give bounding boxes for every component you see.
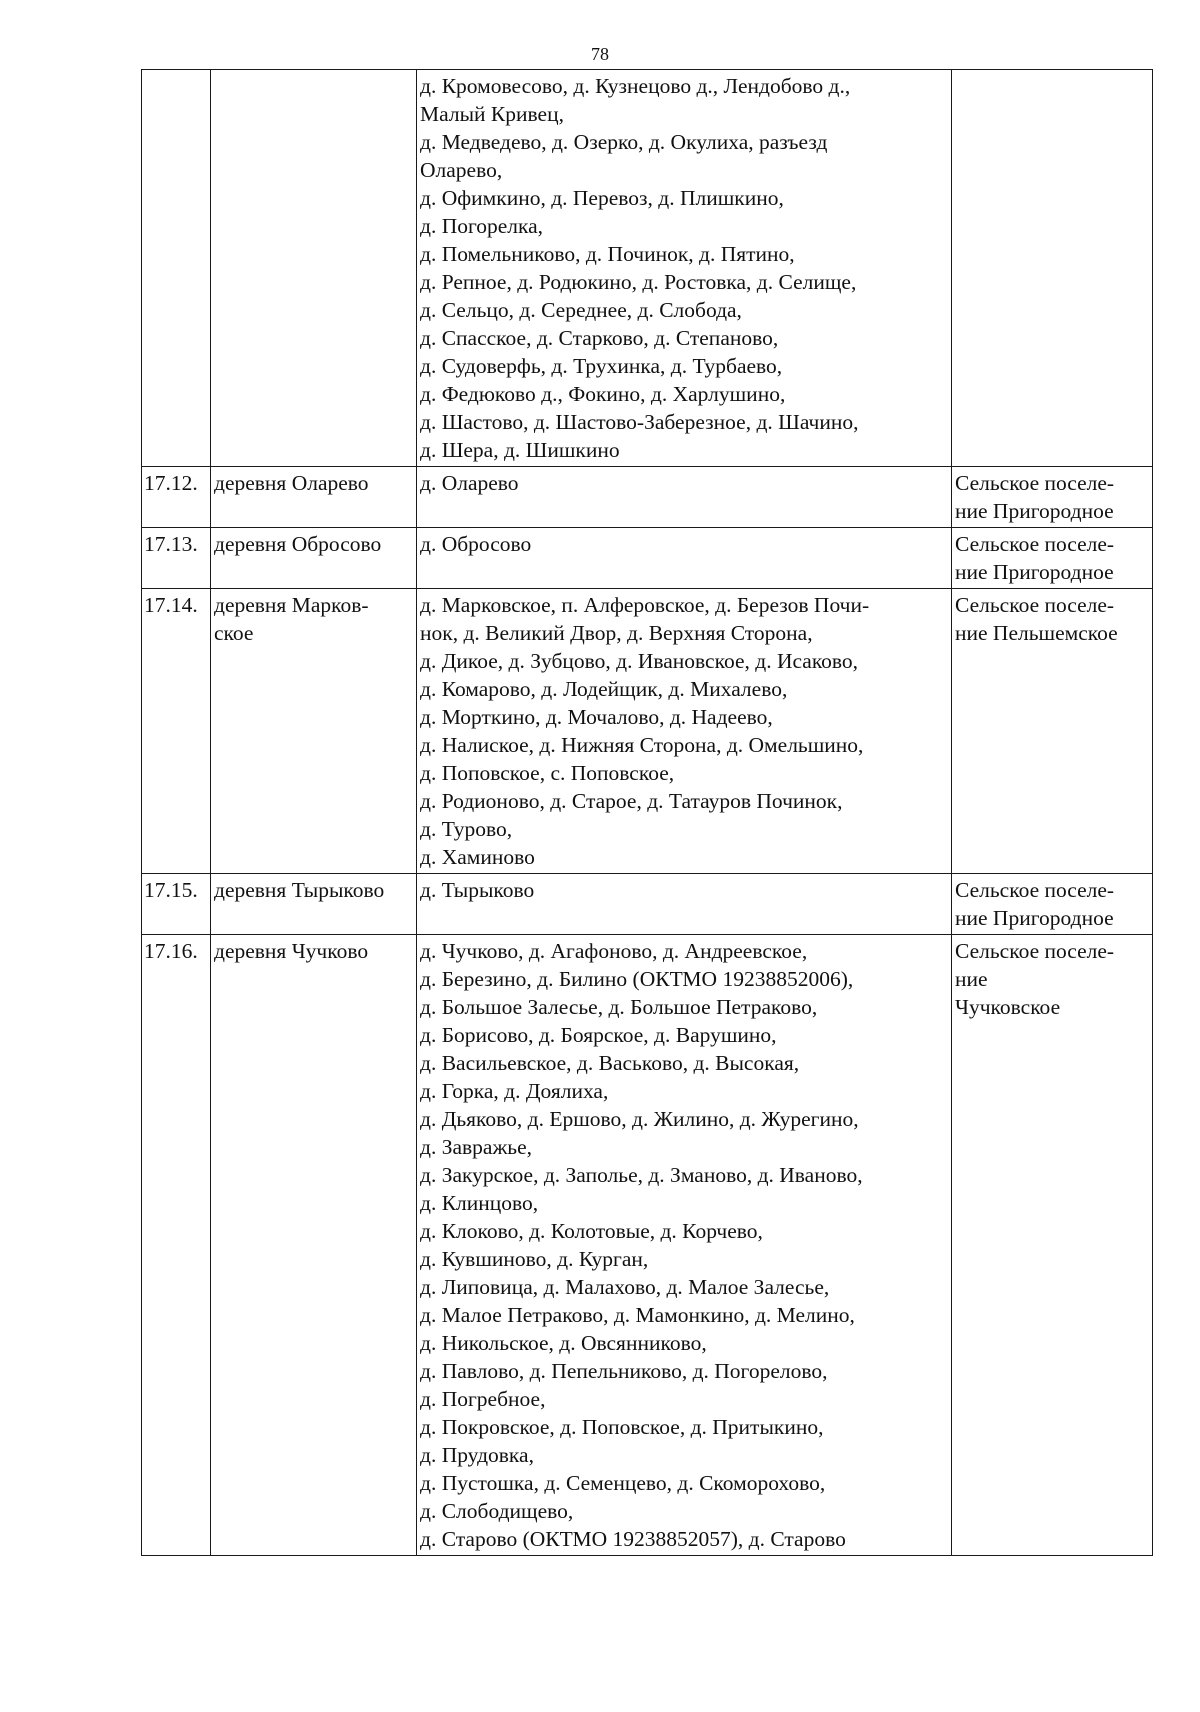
settlements-table (141, 69, 1153, 1556)
place-line: д. Клоково, д. Колотовые, д. Корчево, (420, 1219, 763, 1243)
place-line: д. Сельцо, д. Середнее, д. Слобода, (420, 298, 742, 322)
place-line: д. Марковское, п. Алферовское, д. Березов Почи- (420, 593, 870, 617)
row-number-cell (142, 528, 211, 589)
page-number: 78 (591, 44, 609, 64)
place-line: д. Медведево, д. Озерко, д. Окулиха, разъезд (420, 130, 828, 154)
municipality-line: Сельское поселе- (955, 878, 1115, 902)
place-line: д. Кромовесово, д. Кузнецово д., Лендобово д., (420, 74, 851, 98)
municipality-line: ние (955, 967, 988, 991)
place-line: д. Слободищево, (420, 1499, 574, 1523)
table-row (142, 528, 1153, 589)
place-line: д. Спасское, д. Старково, д. Степаново, (420, 326, 779, 350)
municipality-line: ние Пригородное (955, 560, 1114, 584)
table-body (142, 70, 1153, 1556)
place-line: д. Турово, (420, 817, 513, 841)
place-line: д. Помельниково, д. Починок, д. Пятино, (420, 242, 795, 266)
settlement-name-cell (211, 589, 417, 874)
place-line: д. Обросово (420, 532, 532, 556)
table-row (142, 935, 1153, 1556)
settlement-name-line: ское (214, 621, 254, 645)
settlement-name-line: деревня Обросово (214, 532, 382, 556)
table-row (142, 70, 1153, 467)
places-list-cell (417, 589, 952, 874)
municipality-cell (952, 935, 1153, 1556)
place-line: д. Липовица, д. Малахово, д. Малое Залесье, (420, 1275, 830, 1299)
row-number-cell (142, 589, 211, 874)
municipality-line: Сельское поселе- (955, 593, 1115, 617)
place-line: д. Васильевское, д. Васьково, д. Высокая, (420, 1051, 800, 1075)
row-number-cell (142, 874, 211, 935)
place-line: д. Никольское, д. Овсянниково, (420, 1331, 707, 1355)
row-number: 17.14. (144, 593, 198, 617)
municipality-cell (952, 589, 1153, 874)
places-list-cell (417, 528, 952, 589)
place-line: д. Хаминово (420, 845, 535, 869)
place-line: д. Оларево (420, 471, 519, 495)
municipality-line: ние Пельшемское (955, 621, 1118, 645)
settlement-name-cell (211, 70, 417, 467)
place-line: д. Старово (ОКТМО 19238852057), д. Старово (420, 1527, 846, 1551)
municipality-line: Чучковское (955, 995, 1061, 1019)
place-line: д. Поповское, с. Поповское, (420, 761, 675, 785)
place-line: д. Шера, д. Шишкино (420, 438, 620, 462)
settlement-name-cell (211, 935, 417, 1556)
municipality-cell (952, 70, 1153, 467)
table-row (142, 467, 1153, 528)
municipality-line: Сельское поселе- (955, 471, 1115, 495)
settlement-name-cell (211, 467, 417, 528)
place-line: Малый Кривец, (420, 102, 564, 126)
place-line: Оларево, (420, 158, 503, 182)
row-number: 17.15. (144, 878, 198, 902)
places-list-cell (417, 467, 952, 528)
place-line: д. Завражье, (420, 1135, 533, 1159)
places-list-cell (417, 874, 952, 935)
place-line: д. Федюково д., Фокино, д. Харлушино, (420, 382, 786, 406)
place-line: д. Клинцово, (420, 1191, 539, 1215)
municipality-cell (952, 467, 1153, 528)
places-list-cell (417, 70, 952, 467)
place-line: д. Березино, д. Билино (ОКТМО 19238852006), (420, 967, 854, 991)
place-line: д. Борисово, д. Боярское, д. Варушино, (420, 1023, 777, 1047)
place-line: д. Малое Петраково, д. Мамонкино, д. Мелино, (420, 1303, 855, 1327)
place-line: д. Шастово, д. Шастово-Заберезное, д. Шачино, (420, 410, 859, 434)
municipality-line: ние Пригородное (955, 906, 1114, 930)
place-line: д. Покровское, д. Поповское, д. Притыкино, (420, 1415, 824, 1439)
place-line: д. Кувшиново, д. Курган, (420, 1247, 649, 1271)
place-line: д. Закурское, д. Заполье, д. Зманово, д. Иваново, (420, 1163, 863, 1187)
place-line: д. Морткино, д. Мочалово, д. Надеево, (420, 705, 773, 729)
row-number-cell (142, 70, 211, 467)
settlement-name-cell (211, 874, 417, 935)
place-line: д. Судоверфь, д. Трухинка, д. Турбаево, (420, 354, 783, 378)
municipality-line: Сельское поселе- (955, 532, 1115, 556)
place-line: д. Прудовка, (420, 1443, 534, 1467)
place-line: д. Погребное, (420, 1387, 546, 1411)
place-line: д. Дьяково, д. Ершово, д. Жилино, д. Журегино, (420, 1107, 859, 1131)
settlement-name-cell (211, 528, 417, 589)
place-line: д. Дикое, д. Зубцово, д. Ивановское, д. Исаково, (420, 649, 859, 673)
row-number-cell (142, 467, 211, 528)
place-line: д. Горка, д. Доялиха, (420, 1079, 609, 1103)
place-line: д. Репное, д. Родюкино, д. Ростовка, д. Селище, (420, 270, 857, 294)
place-line: д. Комарово, д. Лодейщик, д. Михалево, (420, 677, 788, 701)
places-list-cell (417, 935, 952, 1556)
place-line: нок, д. Великий Двор, д. Верхняя Сторона, (420, 621, 813, 645)
row-number: 17.12. (144, 471, 198, 495)
place-line: д. Налиское, д. Нижняя Сторона, д. Омельшино, (420, 733, 864, 757)
row-number: 17.16. (144, 939, 198, 963)
row-number-cell (142, 935, 211, 1556)
place-line: д. Родионово, д. Старое, д. Татауров Починок, (420, 789, 843, 813)
place-line: д. Павлово, д. Пепельниково, д. Погорелово, (420, 1359, 828, 1383)
municipality-line: Сельское поселе- (955, 939, 1115, 963)
settlement-name-line: деревня Чучково (214, 939, 369, 963)
place-line: д. Большое Залесье, д. Большое Петраково, (420, 995, 818, 1019)
municipality-line: ние Пригородное (955, 499, 1114, 523)
settlement-name-line: деревня Тырыково (214, 878, 385, 902)
settlement-name-line: деревня Марков- (214, 593, 369, 617)
settlement-name-line: деревня Оларево (214, 471, 369, 495)
place-line: д. Тырыково (420, 878, 535, 902)
table-row (142, 874, 1153, 935)
place-line: д. Чучково, д. Агафоново, д. Андреевское, (420, 939, 808, 963)
municipality-cell (952, 874, 1153, 935)
place-line: д. Погорелка, (420, 214, 544, 238)
table-row (142, 589, 1153, 874)
municipality-cell (952, 528, 1153, 589)
place-line: д. Офимкино, д. Перевоз, д. Плишкино, (420, 186, 784, 210)
place-line: д. Пустошка, д. Семенцево, д. Скоморохово, (420, 1471, 826, 1495)
row-number: 17.13. (144, 532, 198, 556)
